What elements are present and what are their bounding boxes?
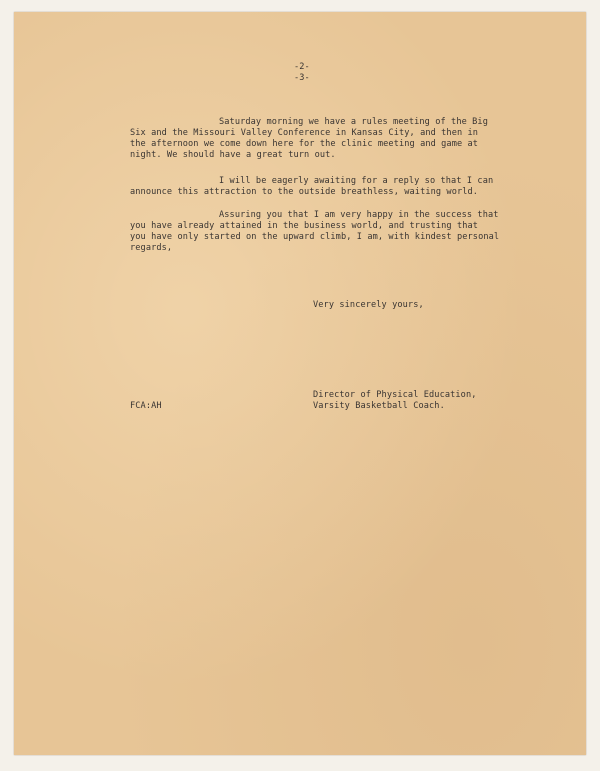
paragraph-3-line-2: you have already attained in the business world, and trusting that bbox=[130, 221, 479, 231]
paragraph-1-line-4: night. We should have a great turn out. bbox=[130, 150, 336, 160]
signature-title-2: Varsity Basketball Coach. bbox=[313, 401, 445, 411]
reference-initials: FCA:AH bbox=[130, 401, 162, 411]
paragraph-3-line-4: regards, bbox=[130, 243, 173, 253]
signature-title-1: Director of Physical Education, bbox=[313, 390, 477, 400]
paragraph-1-line-3: the afternoon we come down here for the clinic meeting and game at bbox=[130, 139, 479, 149]
paragraph-3-line-3: you have only started on the upward climb, I am, with kindest personal bbox=[130, 232, 500, 242]
paragraph-3-line-1: Assuring you that I am very happy in the success that bbox=[219, 210, 499, 220]
paragraph-2-line-2: announce this attraction to the outside breathless, waiting world. bbox=[130, 187, 479, 197]
paragraph-1-line-1: Saturday morning we have a rules meeting of the Big bbox=[219, 117, 488, 127]
closing-salutation: Very sincerely yours, bbox=[313, 300, 424, 310]
page-number-struck: -2- bbox=[294, 62, 310, 72]
letter-paper bbox=[14, 12, 586, 755]
paragraph-2-line-1: I will be eagerly awaiting for a reply so that I can bbox=[219, 176, 494, 186]
page-number: -3- bbox=[294, 73, 310, 83]
paragraph-1-line-2: Six and the Missouri Valley Conference in Kansas City, and then in bbox=[130, 128, 479, 138]
